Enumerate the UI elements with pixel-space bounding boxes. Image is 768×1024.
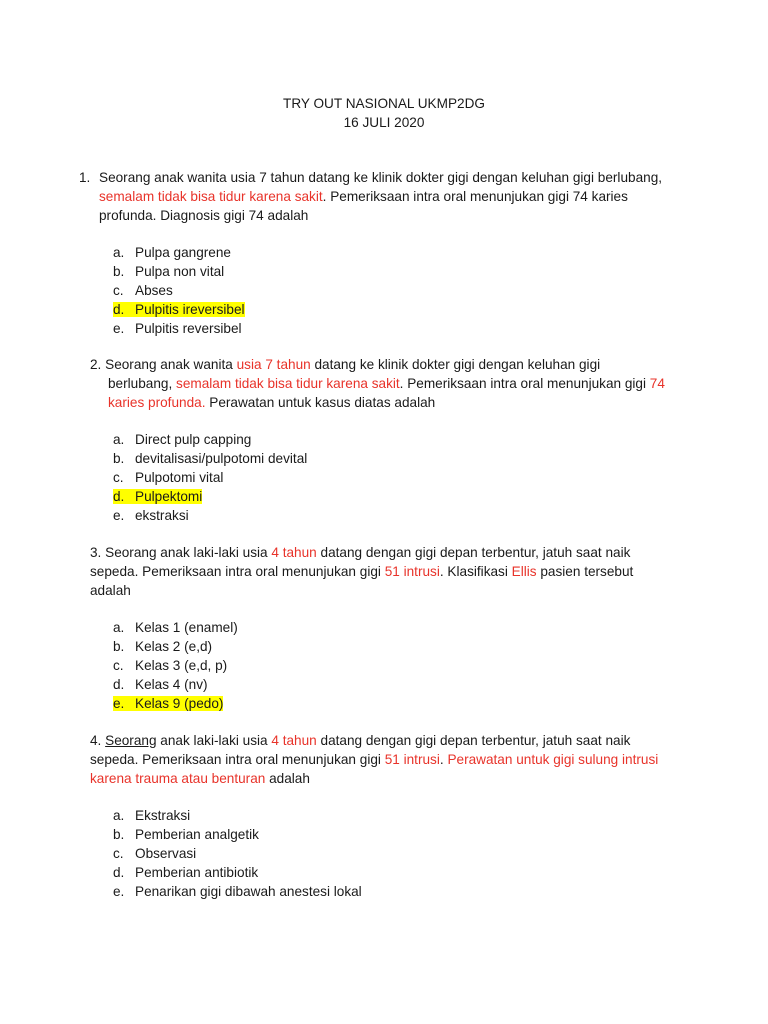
option-text: Kelas 3 (e,d, p)	[135, 658, 228, 673]
question-line	[90, 374, 665, 393]
question-number: 4.	[90, 733, 106, 748]
answer-highlight	[113, 696, 223, 711]
correct-answer-text: Kelas 9 (pedo)	[135, 696, 224, 711]
text-segment: datang ke klinik dokter gigi dengan keluhan gigi	[310, 357, 601, 372]
option-letter: c.	[113, 470, 124, 485]
option-letter: e.	[113, 508, 125, 523]
text-segment: adalah	[265, 771, 310, 786]
option-item	[113, 806, 362, 825]
question-line	[90, 562, 633, 581]
question-line	[90, 355, 665, 374]
option-text: Ekstraksi	[135, 808, 191, 823]
option-text: Kelas 1 (enamel)	[135, 620, 238, 635]
option-item	[113, 675, 238, 694]
text-segment: . Pemeriksaan intra oral menunjukan gigi	[399, 376, 650, 391]
highlighted-phrase: karies profunda.	[108, 395, 206, 410]
option-text: ekstraksi	[135, 508, 189, 523]
text-segment: . Klasifikasi	[439, 564, 512, 579]
text-segment: anak laki-laki usia	[156, 733, 272, 748]
options-list-1	[113, 243, 245, 338]
option-item	[113, 262, 245, 281]
highlighted-phrase: Perawatan untuk gigi sulung intrusi	[447, 752, 659, 767]
text-segment: Perawatan untuk kasus diatas adalah	[205, 395, 436, 410]
option-item	[113, 863, 362, 882]
option-letter: e.	[113, 884, 125, 899]
option-letter: c.	[113, 658, 124, 673]
question-text	[90, 731, 658, 788]
text-segment: sepeda. Pemeriksaan intra oral menunjukan gigi	[90, 752, 385, 767]
option-letter: a.	[113, 808, 125, 823]
option-letter: d.	[113, 302, 125, 317]
text-segment: Seorang anak laki-laki usia	[105, 545, 272, 560]
answer-highlight	[113, 489, 202, 504]
option-text: Kelas 2 (e,d)	[135, 639, 213, 654]
question-1	[79, 168, 663, 225]
option-item	[113, 430, 307, 449]
option-text: Pemberian antibiotik	[135, 865, 259, 880]
text-segment: profunda. Diagnosis gigi 74 adalah	[99, 208, 309, 223]
option-letter: b.	[113, 264, 125, 279]
option-text: Pulpa non vital	[135, 264, 225, 279]
question-4	[90, 731, 658, 788]
question-number: 3.	[90, 545, 106, 560]
question-line	[99, 187, 662, 206]
question-line	[90, 769, 658, 788]
highlighted-phrase: 4 tahun	[271, 545, 317, 560]
option-letter: d.	[113, 677, 125, 692]
option-item	[113, 449, 307, 468]
text-segment: datang dengan gigi depan terbentur, jatuh saat naik	[316, 733, 631, 748]
option-letter: c.	[113, 283, 124, 298]
text-segment: Seorang anak wanita usia 7 tahun datang ke klinik dokter gigi dengan keluhan gigi berlubang,	[99, 170, 663, 185]
option-text: Pulpitis reversibel	[135, 321, 242, 336]
option-item	[113, 656, 238, 675]
option-letter: a.	[113, 620, 125, 635]
text-segment: .	[439, 752, 448, 767]
option-letter: a.	[113, 245, 125, 260]
option-text: Observasi	[135, 846, 197, 861]
question-number: 2.	[90, 357, 106, 372]
highlighted-phrase: 51 intrusi	[384, 564, 440, 579]
option-item	[113, 487, 307, 506]
option-item	[113, 618, 238, 637]
option-item	[113, 825, 362, 844]
document-date: 16 JULI 2020	[343, 115, 425, 130]
question-text	[99, 168, 662, 225]
correct-answer-text: Pulpitis ireversibel	[135, 302, 245, 317]
option-item	[113, 506, 307, 525]
option-text: Pemberian analgetik	[135, 827, 259, 842]
question-line	[99, 206, 662, 225]
highlighted-phrase: Ellis	[511, 564, 537, 579]
question-line	[90, 393, 665, 412]
option-text: Pulpotomi vital	[135, 470, 224, 485]
option-item	[113, 300, 245, 319]
option-item	[113, 468, 307, 487]
highlighted-phrase: semalam tidak bisa tidur karena sakit	[99, 189, 323, 204]
option-letter: d.	[113, 489, 125, 504]
text-segment: . Pemeriksaan intra oral menunjukan gigi 74 karies	[322, 189, 628, 204]
text-segment: adalah	[90, 583, 131, 598]
option-text: Kelas 4 (nv)	[135, 677, 208, 692]
text-segment: datang dengan gigi depan terbentur, jatuh saat naik	[316, 545, 631, 560]
document-header	[0, 94, 768, 132]
option-text: Pulpa gangrene	[135, 245, 231, 260]
text-segment: sepeda. Pemeriksaan intra oral menunjukan gigi	[90, 564, 385, 579]
question-line	[90, 581, 633, 600]
options-list-3	[113, 618, 238, 713]
question-3	[90, 543, 633, 600]
question-text	[90, 543, 633, 600]
option-letter: a.	[113, 432, 125, 447]
question-2	[90, 355, 665, 412]
question-line	[90, 750, 658, 769]
option-text: Penarikan gigi dibawah anestesi lokal	[135, 884, 362, 899]
option-letter: b.	[113, 639, 125, 654]
question-line	[99, 168, 662, 187]
text-segment: Seorang anak wanita	[105, 357, 237, 372]
option-item	[113, 319, 245, 338]
option-letter: d.	[113, 865, 125, 880]
text-segment: Seorang	[105, 733, 157, 748]
highlighted-phrase: 74	[649, 376, 665, 391]
text-segment: pasien tersebut	[536, 564, 634, 579]
highlighted-phrase: usia 7 tahun	[236, 357, 311, 372]
option-letter: e.	[113, 696, 125, 711]
question-text	[90, 355, 665, 412]
option-item	[113, 281, 245, 300]
option-letter: b.	[113, 827, 125, 842]
highlighted-phrase: 4 tahun	[271, 733, 317, 748]
option-letter: b.	[113, 451, 125, 466]
options-list-4	[113, 806, 362, 901]
options-list-2	[113, 430, 307, 525]
highlighted-phrase: karena trauma atau benturan	[90, 771, 266, 786]
option-item	[113, 694, 238, 713]
question-number: 1.	[79, 170, 91, 185]
option-text: devitalisasi/pulpotomi devital	[135, 451, 308, 466]
option-item	[113, 882, 362, 901]
question-line	[90, 731, 658, 750]
text-segment: berlubang,	[108, 376, 177, 391]
highlighted-phrase: semalam tidak bisa tidur karena sakit	[176, 376, 400, 391]
option-letter: e.	[113, 321, 125, 336]
option-letter: c.	[113, 846, 124, 861]
option-item	[113, 243, 245, 262]
correct-answer-text: Pulpektomi	[135, 489, 203, 504]
answer-highlight	[113, 302, 245, 317]
option-item	[113, 637, 238, 656]
option-text: Abses	[135, 283, 173, 298]
document-title: TRY OUT NASIONAL UKMP2DG	[283, 96, 485, 111]
question-line	[90, 543, 633, 562]
option-item	[113, 844, 362, 863]
option-text: Direct pulp capping	[135, 432, 252, 447]
highlighted-phrase: 51 intrusi	[384, 752, 440, 767]
